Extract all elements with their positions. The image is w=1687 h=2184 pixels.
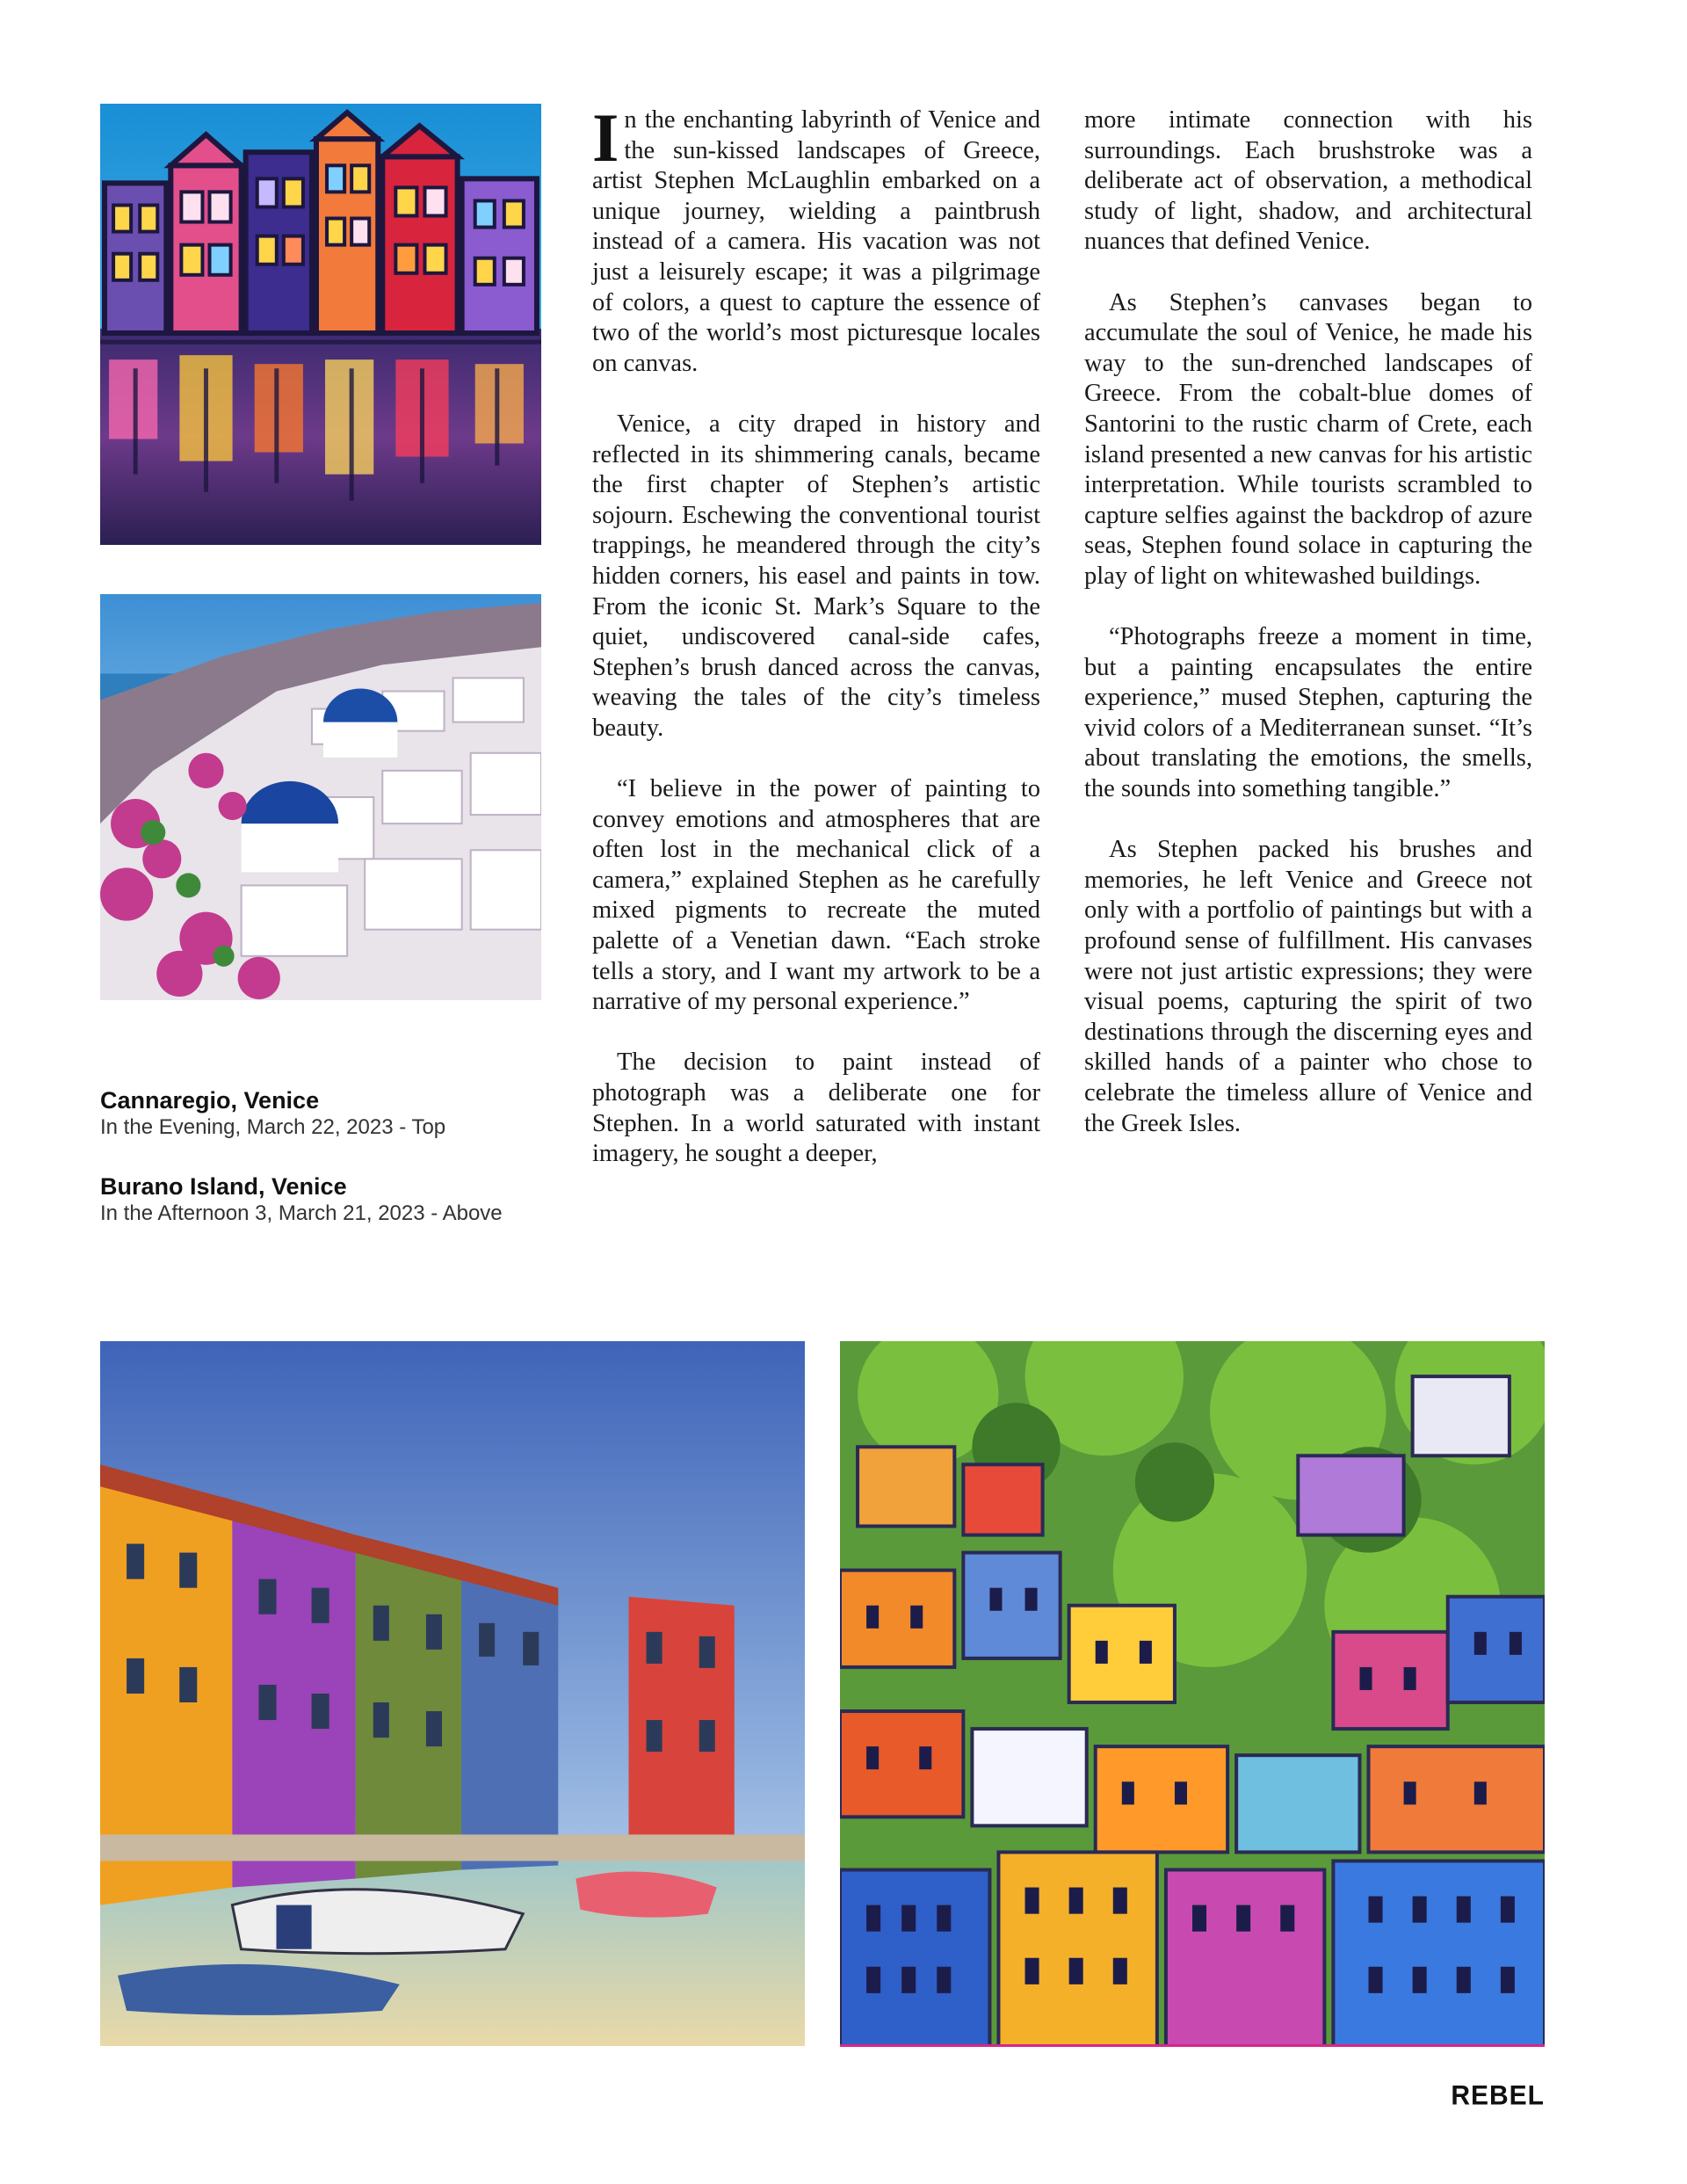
- magazine-logo: REBEL: [1451, 2080, 1545, 2111]
- article-paragraph: “I believe in the power of painting to convey emotions and atmospheres that are often lost in the mechanical click of a camera,” explained Stephen as he carefully mixed pigments to recreate the muted palette of a Venetian dawn. “Each stroke tells a story, and I want my artwork to be a narrative of my personal experience.”: [592, 775, 1040, 1016]
- article-paragraph: [592, 99, 1040, 379]
- paragraph-text: n the enchanting labyrinth of Venice and the sun-kissed landscapes of Greece, artist Stephen McLaughlin embarked on a unique journey, wielding a paintbrush instead of a camera. His vacation was not just a leisurely escape; it was a pilgrimage of colors, a quest to capture the essence of two of the world’s most picturesque locales on canvas.: [592, 106, 1040, 377]
- article-paragraph: As Stephen packed his brushes and memories, he left Venice and Greece not only with a portfolio of paintings but with a profound sense of fulfillment. His canvases were not just artistic expressions; they were visual poems, capturing the spirit of two destinations through the discerning eyes and skilled hands of a painter who chose to celebrate the timeless allure of Venice and the Greek Isles.: [1084, 836, 1532, 1137]
- article-paragraph: “Photographs freeze a moment in time, but a painting encapsulates the entire experience,” mused Stephen, capturing the vivid colors of a Mediterranean sunset. “It’s about translating the emotions, the smells, the sounds into something tangible.”: [1084, 623, 1532, 803]
- caption-title: Cannaregio, Venice: [100, 1087, 320, 1114]
- caption-burano: [100, 1172, 513, 1227]
- caption-subtitle: In the Afternoon 3, March 21, 2023 - Above: [100, 1201, 503, 1225]
- article-column-2: [1084, 105, 1532, 1170]
- article-paragraph: As Stephen’s canvases began to accumulate the soul of Venice, he made his way to the sun-drenched landscapes of Greece. From the cobalt-blue domes of Santorini to the rustic charm of Crete, each island presented a new canvas for his artistic interpretation. While tourists scrambled to capture selfies against the backdrop of azure seas, Stephen found solace in capturing the play of light on whitewashed buildings.: [1084, 288, 1532, 590]
- article-paragraph: Venice, a city draped in history and reflected in its shimmering canals, became the first chapter of Stephen’s artistic sojourn. Eschewing the conventional tourist trappings, he meandered through the city’s hidden corners, his easel and paints in tow. From the iconic St. Mark’s Square to the quiet, undiscovered canal-side cafes, Stephen’s brush danced across the canvas, weaving the tales of the city’s timeless beauty.: [592, 410, 1040, 742]
- article-paragraph-continued: more intimate connection with his surroundings. Each brushstroke was a deliberate act of observation, a methodical study of light, shadow, and architectural nuances that defined Venice.: [1084, 106, 1532, 256]
- burano-painting: [100, 1341, 805, 2046]
- greek-hillside-painting: [840, 1341, 1545, 2046]
- caption-title: Burano Island, Venice: [100, 1173, 347, 1200]
- article-paragraph: The decision to paint instead of photograph was a deliberate one for Stephen. In a world saturated with instant imagery, he sought a deeper,: [592, 1048, 1040, 1168]
- accent-rule: [840, 2044, 1545, 2047]
- caption-subtitle: In the Evening, March 22, 2023 - Top: [100, 1115, 446, 1139]
- cannaregio-painting: [100, 104, 541, 545]
- santorini-painting: [100, 594, 541, 1000]
- caption-cannaregio: [100, 1086, 513, 1141]
- drop-cap: I: [592, 99, 619, 176]
- image-captions: [100, 1086, 513, 1259]
- article-column-1: [592, 99, 1040, 1200]
